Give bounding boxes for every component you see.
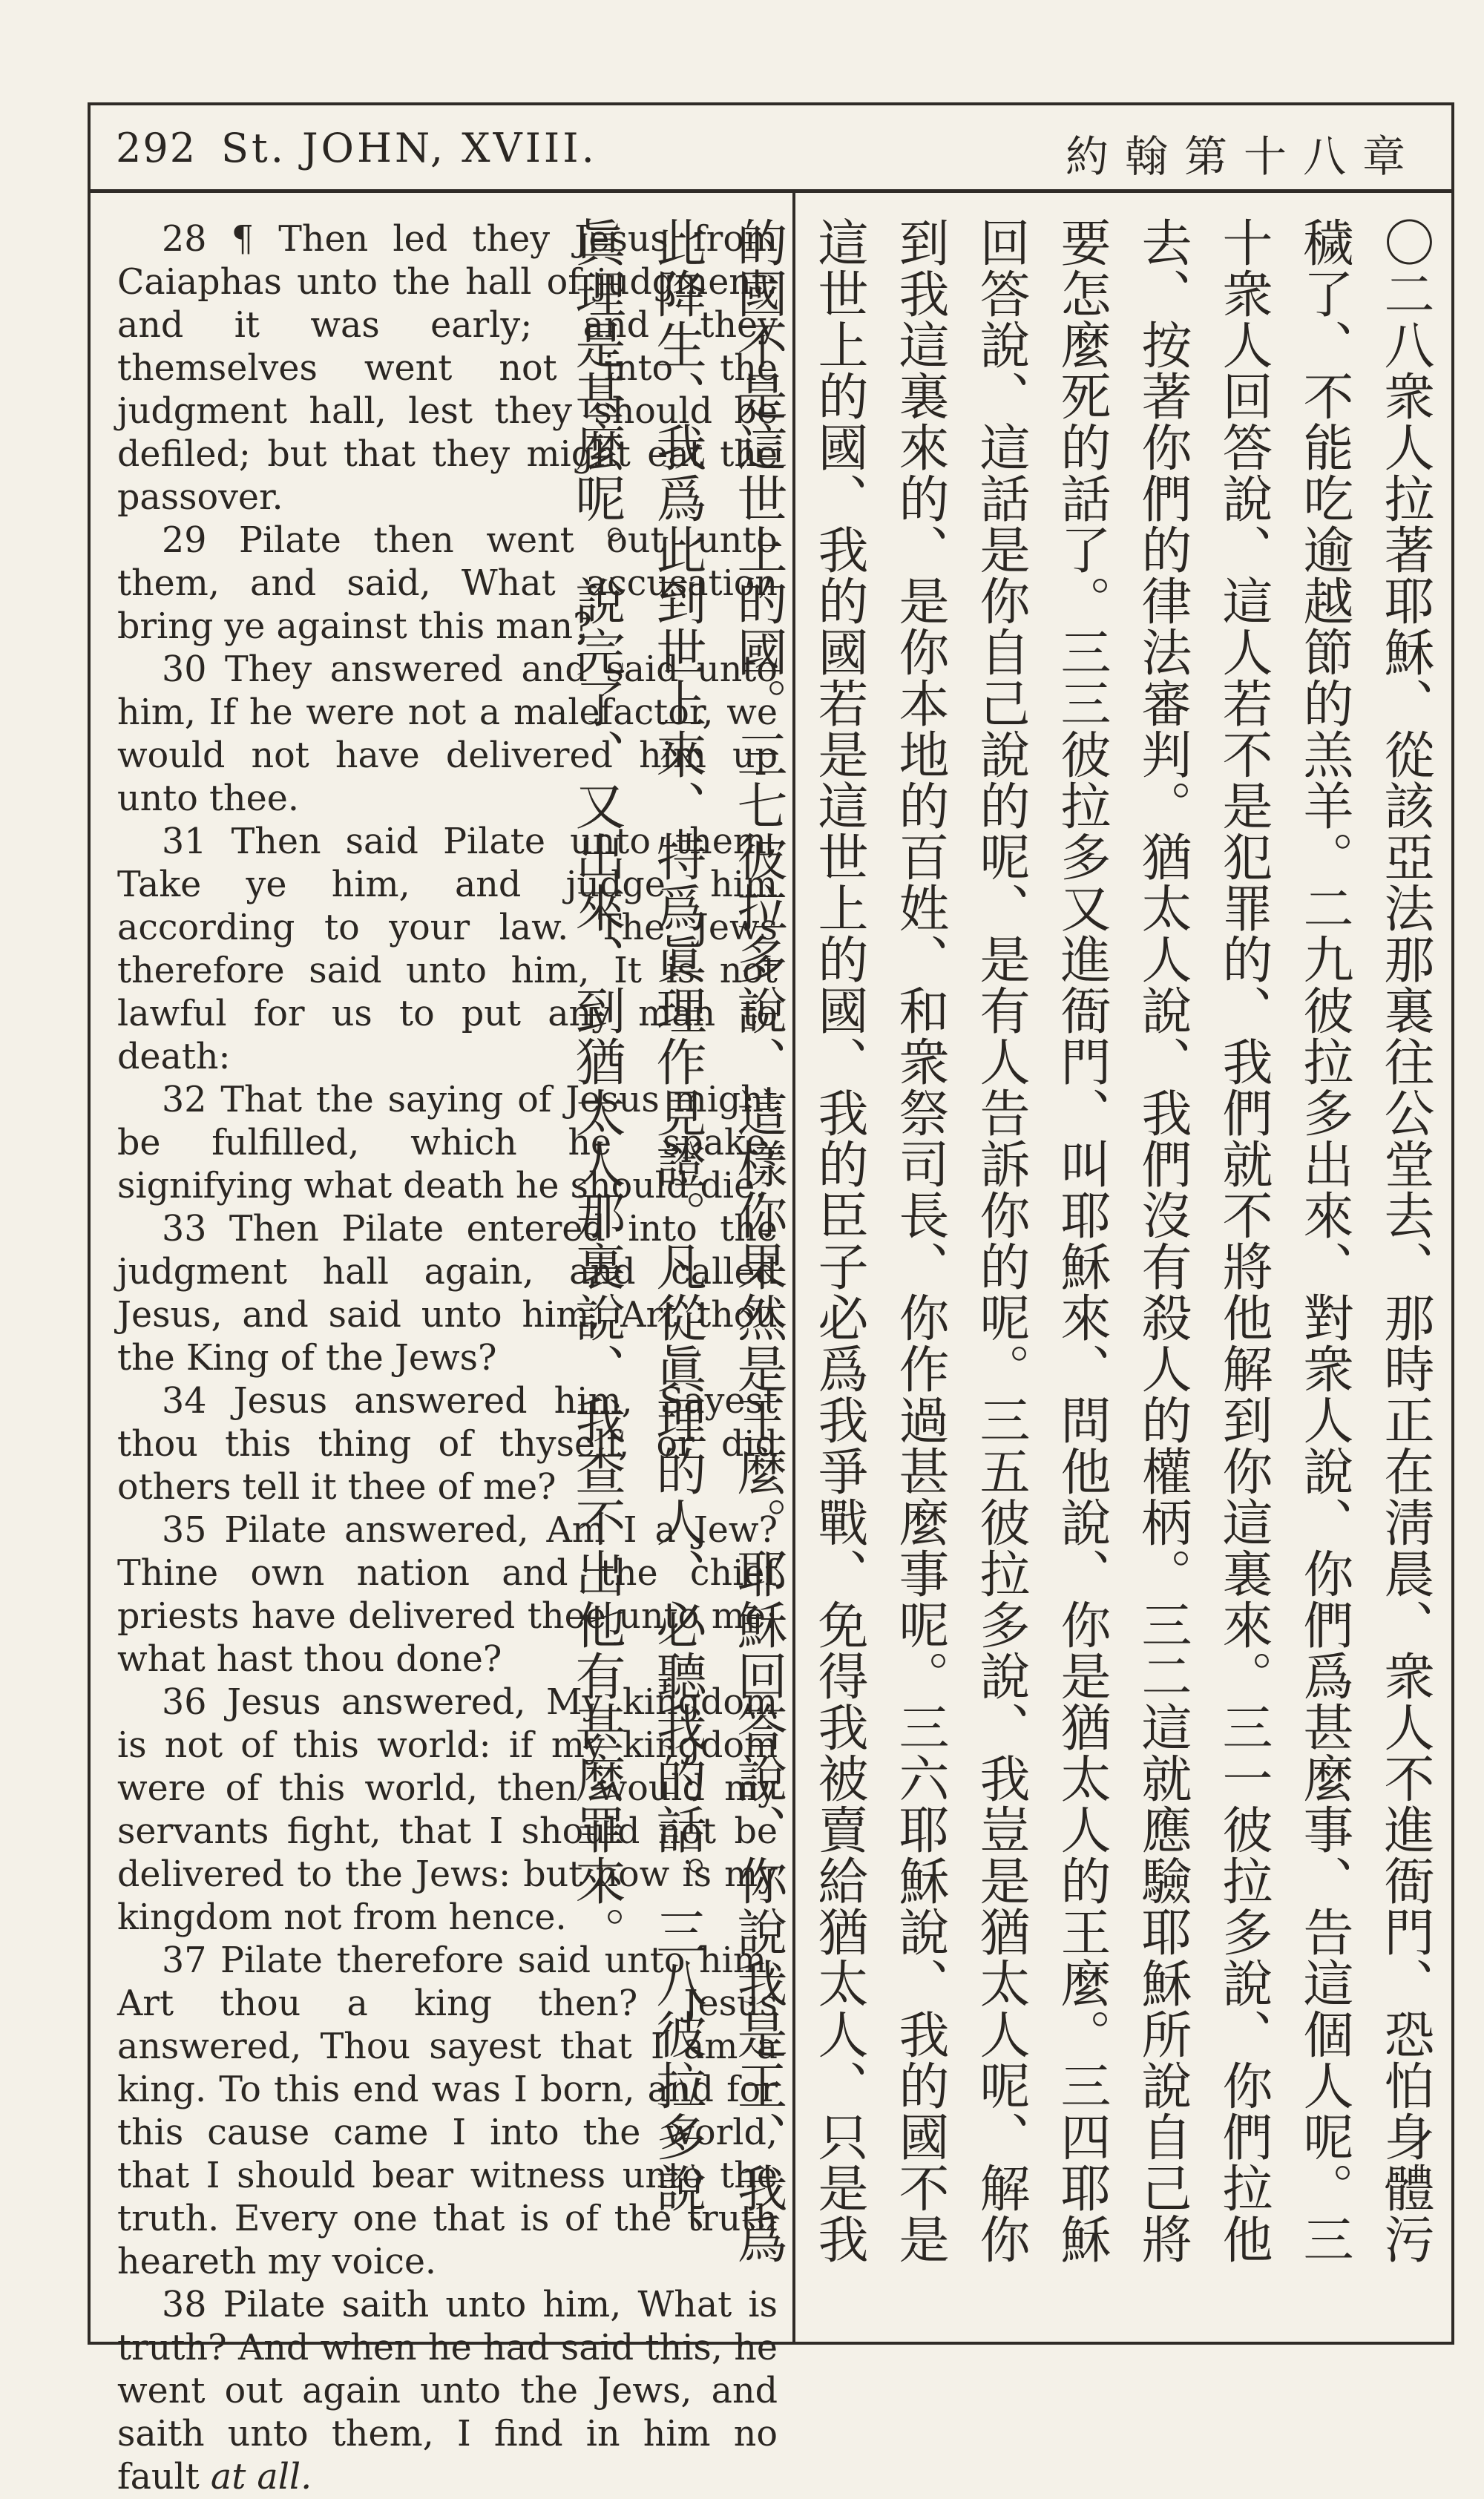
- chinese-text-column: [567, 217, 1445, 2309]
- page-number: 292: [116, 125, 197, 171]
- verse-32: 32 That the saying of Jesus might be fulfilled, which he spake, signifying what death he should die.: [117, 1080, 778, 1206]
- verse-36: 36 Jesus answered, My kingdom is not of this world: if my kingdom were of this world, then would my servants fight, that I should not be delivered to the Jews: but now is my kingdom not from hence.: [117, 1682, 778, 1938]
- verse-34: 34 Jesus answered him, Sayest thou this thing of thyself, or did others tell it thee of me?: [117, 1381, 778, 1508]
- verse-37: 37 Pilate therefore said unto him, Art thou a king then? Jesus answered, Thou sayest that I am a king. To this end was I born, and for this cause came I into the world, that I should bear witness unto the truth. Every one that is of the truth heareth my voice.: [117, 1940, 778, 2282]
- verse-35: 35 Pilate answered, Am I a Jew? Thine own nation and the chief priests have delivered thee unto me: what hast thou done?: [117, 1510, 778, 1680]
- page-frame: [88, 102, 1454, 2498]
- verse-38-italic: at all.: [210, 2457, 312, 2498]
- running-title: St. JOHN, XVIII.: [221, 125, 597, 171]
- chinese-text: 〇二八衆人拉著耶穌、從該亞法那裏往公堂去、那時正在淸晨、衆人不進衙門、恐怕身體污穢了、不能吃逾越節的羔羊。二九彼拉多出來、對衆人說、你們爲甚麼事、告這個人呢。三十衆人回答說、這人若不是犯罪的、我們就不將他解到你這裏來。三一彼拉多說、你們拉他去、按著你們的律法審判。猶太人說、我們沒有殺人的權柄。三二這就應驗耶穌所說自己將要怎麼死的話了。三三彼拉多又進衙門、叫耶穌來、問他說、你是猶太人的王麼。三四耶穌回答說、這話是你自己說的呢、是有人告訴你的呢。三五彼拉多說、我豈是猶太人呢、解你到我這裏來的、是你本地的百姓、和衆祭司長、你作過甚麼事呢。三六耶穌說、我的國不是這世上的國、我的國若是這世上的國、我的臣子必爲我爭戰、免得我被賣給猶太人、只是我的國不是這世上的國。三七彼拉多說、這樣你果然是王麼。耶穌回答說、你說我是王、我爲此降生、我爲此到世上來、特爲眞理作見證。凡從眞理的人、必聽我的話。三八彼拉多說、眞理是甚麼呢。說完了、又出來、到猶太人那裏說、我查不出他有甚麼罪來。: [567, 217, 1434, 2265]
- page-header: [91, 105, 1451, 193]
- verse-28: 28 ¶ Then led they Jesus from Caiaphas unto the hall of judgment: and it was early; and they themselves went not into the judgment hall, lest they should be defiled; but that they might eat the passover.: [117, 219, 778, 518]
- verse-38: [117, 2284, 778, 2499]
- verse-31: 31 Then said Pilate unto them, Take ye him, and judge him according to your law. The Jews therefore said unto him, It is not lawful for us to put any man to death:: [117, 821, 778, 1077]
- chinese-running-title: 約翰第十八章: [1065, 131, 1422, 182]
- verse-33: 33 Then Pilate entered into the judgment hall again, and called Jesus, and said unto him, Art thou the King of the Jews?: [117, 1209, 778, 1379]
- verse-30: 30 They answered and said unto him, If he were not a malefactor, we would not have delivered him up unto thee.: [117, 649, 778, 819]
- verse-29: 29 Pilate then went out unto them, and said, What accusation bring ye against this man?: [117, 520, 778, 647]
- verse-38-text: 38 Pilate saith unto him, What is truth? And when he had said this, he went out again unto the Jews, and saith unto them, I find in him no fault: [117, 2285, 778, 2498]
